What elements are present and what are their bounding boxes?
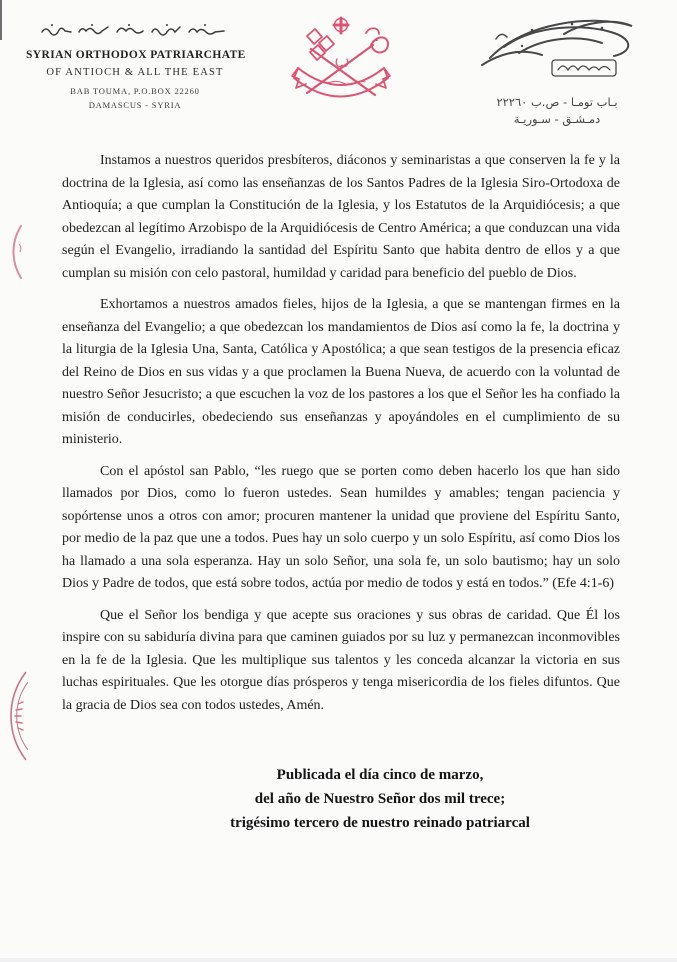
letterhead-left-block xyxy=(26,22,244,114)
paragraph-saint-paul-quote: Con el apóstol san Pablo, “les ruego que se porten como deben hacerlo los que han sido llamados por Dios, como lo fueron ustedes. Sean humildes y amables; tengan paciencia y sopórtense unos a otros con amor; procuren mantener la unidad que proviene del Espíritu Santo, por medio de la paz que une a todos. Pues hay un solo cuerpo y un solo Espíritu, así como Dios los ha llamado a una sola esperanza. Hay un solo Señor, una sola fe, un solo bautismo; hay un solo Dios y Padre de todos, que está sobre todos, actúa por medio de todos y está en todos.” (Efe 4:1-6) xyxy=(62,463,620,591)
paragraph-clergy-exhortation: Instamos a nuestros queridos presbíteros, diáconos y seminaristas a que conserven la fe y la doctrina de la Iglesia, así como las enseñanzas de los Santos Padres de la Iglesia Siro-Ortodoxa de Antioquía; a que cumplan la Constitución de la Iglesia, y los Estatutos de la Arquidiócesis; a que obedezcan al legítimo Arzobispo de la Arquidiócesis de Centro América; a que conduzcan una vida según el Evangelio, irradiando la santidad del Espíritu Santo que habita dentro de ellos y a que cumplan su misión con celo pastoral, humildad y caridad para beneficio del pueblo de Dios. xyxy=(62,153,620,281)
pink-margin-mark xyxy=(6,222,26,282)
publication-notice xyxy=(145,763,615,835)
arabic-address-line-1: بـاب تومـا - ص.ب ٢٢٢٦٠ xyxy=(496,95,618,109)
closing-line-1: Publicada el día cinco de marzo, xyxy=(276,767,484,783)
closing-line-3: trigésimo tercero de nuestro reinado patriarcal xyxy=(230,815,530,831)
org-name: SYRIAN ORTHODOX PATRIARCHATE xyxy=(26,49,246,61)
paragraph-blessing: Que el Señor los bendiga y que acepte sus oraciones y sus obras de caridad. Que Él los inspire con su sabiduría divina para que caminen guiados por su luz y permanezcan inconmovibles en la fe de la Iglesia. Que les multiplique sus talentos y les conceda alcanzar la victoria en sus luchas espirituales. Que les otorgue días prósperos y tenga misericordia de los fieles difuntos. Que la gracia de Dios sea con todos ustedes, Amén. xyxy=(62,607,620,713)
red-stamp-fragment xyxy=(0,668,28,764)
address-line-1: BAB TOUMA, P.O.BOX 22260 xyxy=(70,86,200,96)
address-line-2: DAMASCUS - SYRIA xyxy=(88,100,182,110)
letterhead-right-block xyxy=(452,12,662,128)
paragraph-faithful-exhortation: Exhortamos a nuestros amados fieles, hijos de la Iglesia, a que se mantengan firmes en la enseñanza del Evangelio; a que obedezcan los mandamientos de Dios así como la fe, la doctrina y la liturgia de la Iglesia Una, Santa, Católica y Apostólica; a que sean testigos de la presencia eficaz del Reino de Dios en sus vidas y a que proclamen la Buena Nueva, de acuerdo con la voluntad de nuestro Señor Jesucristo; a que escuchen la voz de los pastores a los que el Señor les ha confiado la misión de conducirles, obedeciendo sus enseñanzas y apoyándoles en el cumplimiento de su ministerio. xyxy=(62,297,620,447)
arabic-calligraphy-emblem xyxy=(462,12,652,88)
crest-icon xyxy=(287,16,395,114)
scan-bottom-shadow xyxy=(0,958,677,962)
letter-body xyxy=(62,150,620,726)
closing-line-2: del año de Nuestro Señor dos mil trece; xyxy=(254,791,506,807)
syriac-calligraphy-line xyxy=(37,22,233,37)
arabic-address-line-2: دمـشـق - سـوريـة xyxy=(513,112,601,126)
scan-edge-artifact xyxy=(0,0,2,40)
org-subtitle: OF ANTIOCH & ALL THE EAST xyxy=(46,67,224,78)
patriarchate-crest-emblem xyxy=(287,16,395,114)
